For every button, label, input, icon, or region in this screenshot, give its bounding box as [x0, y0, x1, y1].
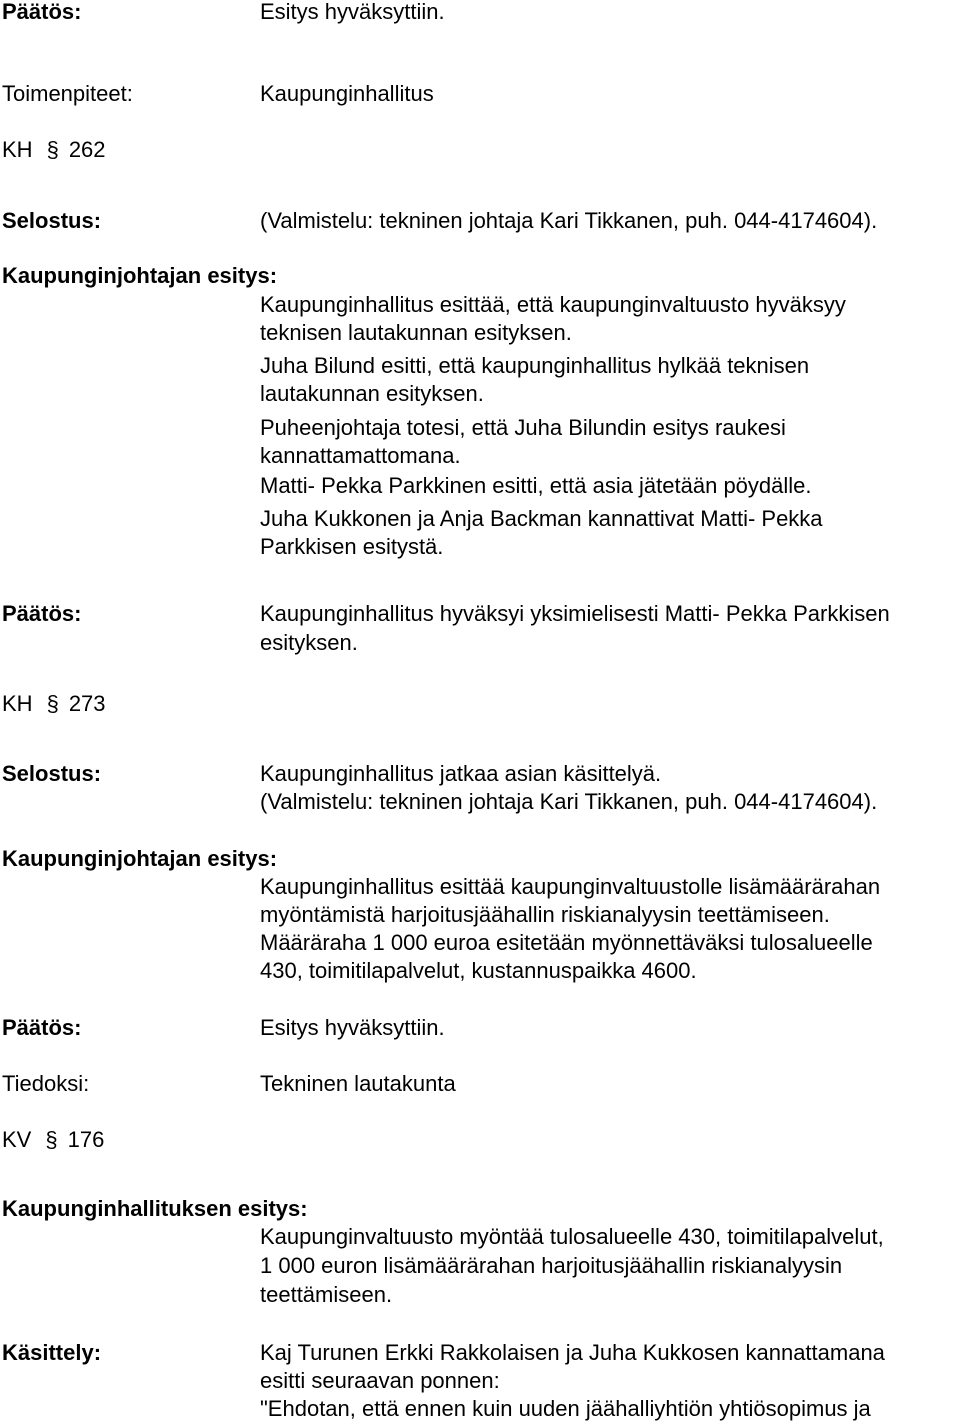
handling-line: "Ehdotan, että ennen kuin uuden jäähalliyhtiön yhtiösopimus ja [260, 1396, 871, 1421]
for-information-label: Tiedoksi: [2, 1071, 90, 1096]
proposal-line: Määräraha 1 000 euroa esitetään myönnettäväksi tulosalueelle [260, 930, 873, 955]
proposal-line: Matti- Pekka Parkkinen esitti, että asia jätetään pöydälle. [260, 473, 812, 498]
section-number: 176 [67, 1127, 105, 1152]
decision-line: Kaupunginhallitus hyväksyi yksimielisesti Matti- Pekka Parkkisen [260, 601, 890, 626]
section-sign: § [46, 691, 59, 716]
handling-line: Kaj Turunen Erkki Rakkolaisen ja Juha Kukkosen kannattamana [260, 1340, 885, 1365]
board-proposal-label: Kaupunginhallituksen esitys: [2, 1196, 308, 1221]
proposal-line: Puheenjohtaja totesi, että Juha Bilundin esitys raukesi [260, 415, 786, 440]
proposal-line: 430, toimitilapalvelut, kustannuspaikka 4600. [260, 958, 697, 983]
section-sign: § [46, 137, 59, 162]
description-text: (Valmistelu: tekninen johtaja Kari Tikkanen, puh. 044-4174604). [260, 208, 878, 233]
description-line: (Valmistelu: tekninen johtaja Kari Tikkanen, puh. 044-4174604). [260, 789, 878, 814]
proposal-line: lautakunnan esityksen. [260, 381, 484, 406]
decision-text: Esitys hyväksyttiin. [260, 0, 445, 24]
section-prefix: KV [2, 1127, 32, 1152]
decision-label: Päätös: [2, 1015, 82, 1040]
mayor-proposal-label: Kaupunginjohtajan esitys: [2, 263, 278, 288]
proposal-line: 1 000 euron lisämäärärahan harjoitusjäähallin riskianalyysin [260, 1253, 843, 1278]
section-prefix: KH [2, 137, 33, 162]
handling-label: Käsittely: [2, 1340, 102, 1365]
section-number: 262 [68, 137, 106, 162]
section-number: 273 [68, 691, 106, 716]
decision-line: esityksen. [260, 630, 358, 655]
proposal-line: Juha Bilund esitti, että kaupunginhallitus hylkää teknisen [260, 353, 810, 378]
description-line: Kaupunginhallitus jatkaa asian käsittelyä. [260, 761, 662, 786]
proposal-line: Kaupunginhallitus esittää kaupunginvaltuustolle lisämäärärahan [260, 874, 881, 899]
decision-text: Esitys hyväksyttiin. [260, 1015, 445, 1040]
for-information-text: Tekninen lautakunta [260, 1071, 456, 1096]
section-prefix: KH [2, 691, 33, 716]
proposal-line: teknisen lautakunnan esityksen. [260, 320, 572, 345]
decision-label: Päätös: [2, 601, 82, 626]
proposal-line: kannattamattomana. [260, 443, 461, 468]
description-label: Selostus: [2, 761, 102, 786]
actions-text: Kaupunginhallitus [260, 81, 434, 106]
proposal-line: Parkkisen esitystä. [260, 534, 444, 559]
proposal-line: teettämiseen. [260, 1282, 393, 1307]
handling-line: esitti seuraavan ponnen: [260, 1368, 500, 1393]
proposal-line: Juha Kukkonen ja Anja Backman kannattivat Matti- Pekka [260, 506, 823, 531]
actions-label: Toimenpiteet: [2, 81, 133, 106]
proposal-line: Kaupunginhallitus esittää, että kaupunginvaltuusto hyväksyy [260, 292, 846, 317]
proposal-line: Kaupunginvaltuusto myöntää tulosalueelle 430, toimitilapalvelut, [260, 1224, 884, 1249]
section-sign: § [45, 1127, 58, 1152]
description-label: Selostus: [2, 208, 102, 233]
mayor-proposal-label: Kaupunginjohtajan esitys: [2, 846, 278, 871]
decision-label: Päätös: [2, 0, 82, 24]
section-heading-kh-273 [2, 690, 106, 718]
section-heading-kv-176 [2, 1126, 104, 1154]
section-heading-kh-262 [2, 136, 106, 164]
proposal-line: myöntämistä harjoitusjäähallin riskianalyysin teettämiseen. [260, 902, 830, 927]
